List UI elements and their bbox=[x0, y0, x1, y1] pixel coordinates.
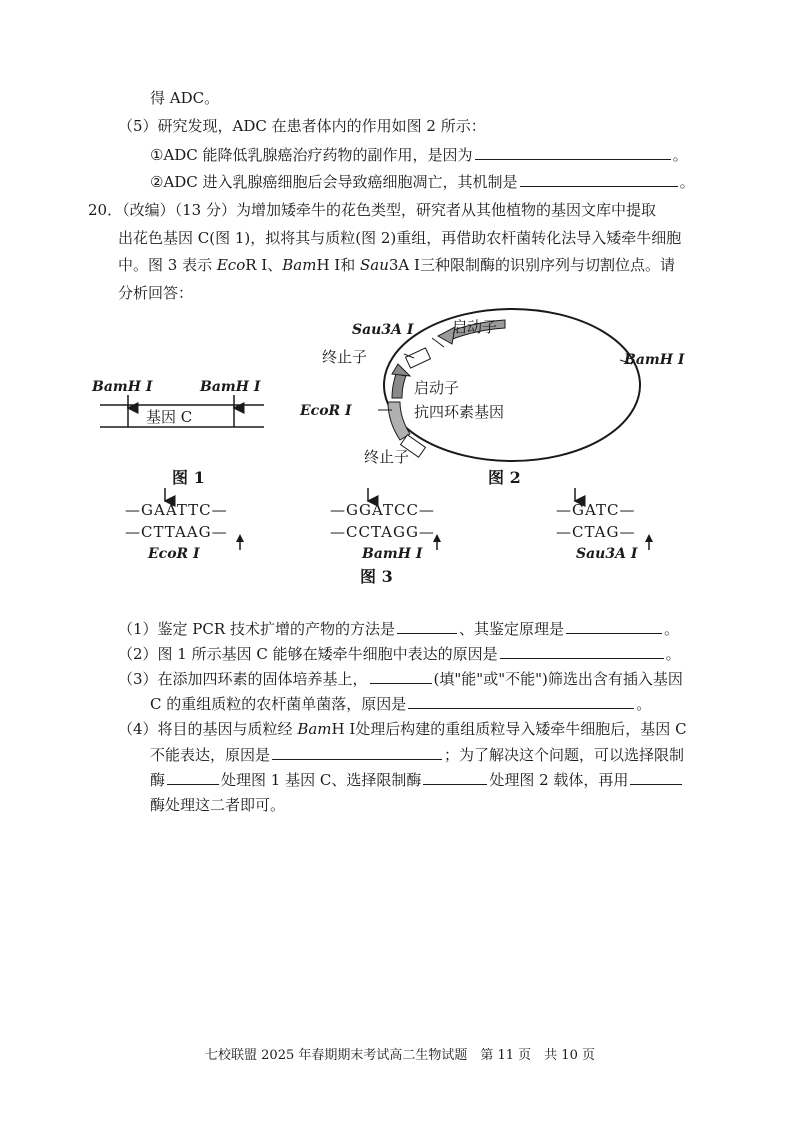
sub-question-3-cont bbox=[150, 694, 651, 714]
sub-question-2 bbox=[118, 644, 681, 664]
question-5: （5）研究发现，ADC 在患者体内的作用如图 2 所示： bbox=[118, 117, 486, 135]
answer-blank[interactable] bbox=[423, 770, 487, 785]
tet-gene-segment bbox=[388, 402, 410, 440]
ecor-seq-top: —GAATTC— bbox=[125, 501, 228, 519]
figure-3 bbox=[125, 488, 653, 586]
q4-text: （4）将目的基因与质粒经 bbox=[118, 720, 298, 738]
q4-text: 酶 bbox=[150, 771, 166, 789]
q1-text: 、其鉴定原理是 bbox=[458, 620, 564, 638]
page-footer: 七校联盟 2025 年春期期末考试高二生物试题 第 11 页 共 10 页 bbox=[205, 1048, 595, 1063]
fig2-promoter-top: 启动子 bbox=[452, 318, 498, 336]
q4-text: 处理图 2 载体，再用 bbox=[489, 771, 629, 789]
answer-blank[interactable] bbox=[630, 770, 682, 785]
answer-blank[interactable] bbox=[408, 694, 634, 709]
sub-question-4-cont2 bbox=[150, 770, 684, 790]
q2-text: （2）图 1 所示基因 C 能够在矮牵牛细胞中表达的原因是 bbox=[118, 645, 498, 663]
q1-end: 。 bbox=[663, 620, 679, 638]
bamh-seq-top: —GGATCC— bbox=[330, 501, 435, 519]
fig2-terminator-top: 终止子 bbox=[322, 348, 368, 366]
end-mark: 。 bbox=[679, 173, 695, 191]
question-20-line-2: 出花色基因 C(图 1)，拟将其与质粒(图 2)重组，再借助农杆菌转化法导入矮牵牛细胞 bbox=[118, 229, 682, 247]
sub-question-1 bbox=[118, 619, 679, 639]
q3-text: C 的重组质粒的农杆菌单菌落，原因是 bbox=[150, 695, 407, 713]
text-line: 得 ADC。 bbox=[150, 89, 220, 107]
answer-blank[interactable] bbox=[397, 619, 457, 634]
sau-name: Sau3A Ⅰ bbox=[576, 546, 638, 562]
sau-leader bbox=[432, 338, 444, 347]
question-5-1-text: ①ADC 能降低乳腺癌治疗药物的副作用，是因为 bbox=[150, 146, 473, 164]
answer-blank[interactable] bbox=[520, 172, 678, 187]
fig2-bamh-label: BamH Ⅰ bbox=[624, 352, 685, 368]
q3-end: 。 bbox=[636, 695, 652, 713]
ecor-name: EcoR Ⅰ bbox=[148, 546, 200, 562]
question-20-line-3 bbox=[118, 255, 675, 275]
figures bbox=[0, 300, 800, 600]
promoter-inner-arrowhead bbox=[392, 364, 410, 376]
fig1-gene-label: 基因 C bbox=[146, 408, 193, 426]
question-5-2-text: ②ADC 进入乳腺癌细胞后会导致癌细胞凋亡，其机制是 bbox=[150, 173, 518, 191]
question-20-line-1: 20．（改编）（13 分）为增加矮牵牛的花色类型，研究者从其他植物的基因文库中提取 bbox=[88, 201, 656, 219]
fig2-terminator-bottom: 终止子 bbox=[364, 448, 410, 466]
q3-text: (填"能"或"不能")筛选出含有插入基因 bbox=[433, 670, 683, 688]
fig3-caption: 图 3 bbox=[360, 567, 393, 586]
promoter-inner-segment bbox=[392, 374, 406, 398]
answer-blank[interactable] bbox=[370, 669, 432, 684]
bamh-name: BamH Ⅰ bbox=[362, 546, 423, 562]
figure-2 bbox=[299, 309, 685, 487]
q4-text: 处理图 1 基因 C、选择限制酶 bbox=[221, 771, 422, 789]
sub-question-4 bbox=[118, 719, 687, 739]
question-20-line-4: 分析回答： bbox=[118, 284, 194, 302]
answer-blank[interactable] bbox=[500, 644, 664, 659]
sau-arrowhead-bottom bbox=[645, 534, 653, 542]
fig2-ecor-label: EcoR Ⅰ bbox=[300, 403, 352, 419]
q1-text: （1）鉴定 PCR 技术扩增的产物的方法是 bbox=[118, 620, 395, 638]
enzyme-sau: Sau bbox=[360, 256, 389, 274]
fig2-promoter-inner: 启动子 bbox=[414, 379, 460, 397]
q4-enzyme: Bam bbox=[297, 720, 332, 738]
terminator-top-box bbox=[405, 348, 430, 368]
q2-end: 。 bbox=[665, 645, 681, 663]
ecor-arrowhead-bottom bbox=[236, 534, 244, 542]
enzyme-bamh: Bam bbox=[282, 256, 317, 274]
sub-question-4-cont bbox=[150, 745, 684, 765]
end-mark: 。 bbox=[672, 146, 688, 164]
q20-text: 3A Ⅰ三种限制酶的识别序列与切割位点。请 bbox=[388, 256, 675, 274]
figure-1 bbox=[91, 379, 264, 487]
q3-text: （3）在添加四环素的固体培养基上， bbox=[118, 670, 368, 688]
enzyme-ecor: Eco bbox=[216, 256, 246, 274]
sub-question-4-cont3: 酶处理这二者即可。 bbox=[150, 796, 286, 814]
q20-text: H Ⅰ和 bbox=[316, 256, 360, 274]
sau-seq-top: —GATC— bbox=[556, 501, 636, 519]
q20-text: 中。图 3 表示 bbox=[118, 256, 217, 274]
fig2-sau-label: Sau3A Ⅰ bbox=[352, 322, 414, 338]
sau-seq-bottom: —CTAG— bbox=[556, 523, 636, 541]
q20-text: R Ⅰ、 bbox=[245, 256, 283, 274]
ecor-seq-bottom: —CTTAAG— bbox=[125, 523, 228, 541]
fig2-caption: 图 2 bbox=[488, 468, 521, 487]
answer-blank[interactable] bbox=[566, 619, 662, 634]
sub-question-3 bbox=[118, 669, 683, 689]
answer-blank[interactable] bbox=[167, 770, 219, 785]
fig1-bamh-right: BamH Ⅰ bbox=[200, 379, 261, 395]
question-5-1 bbox=[150, 145, 688, 165]
fig2-tet-gene: 抗四环素基因 bbox=[414, 403, 505, 421]
fig1-bamh-left: BamH Ⅰ bbox=[92, 379, 153, 395]
q4-text: ；为了解决这个问题，可以选择限制 bbox=[444, 746, 685, 764]
q4-text: H Ⅰ处理后构建的重组质粒导入矮牵牛细胞后，基因 C bbox=[331, 720, 687, 738]
q4-text: 不能表达，原因是 bbox=[150, 746, 271, 764]
answer-blank[interactable] bbox=[475, 145, 671, 160]
answer-blank[interactable] bbox=[272, 745, 442, 760]
fig1-caption: 图 1 bbox=[172, 468, 205, 487]
bamh-seq-bottom: —CCTAGG— bbox=[330, 523, 435, 541]
question-5-2 bbox=[150, 172, 695, 192]
